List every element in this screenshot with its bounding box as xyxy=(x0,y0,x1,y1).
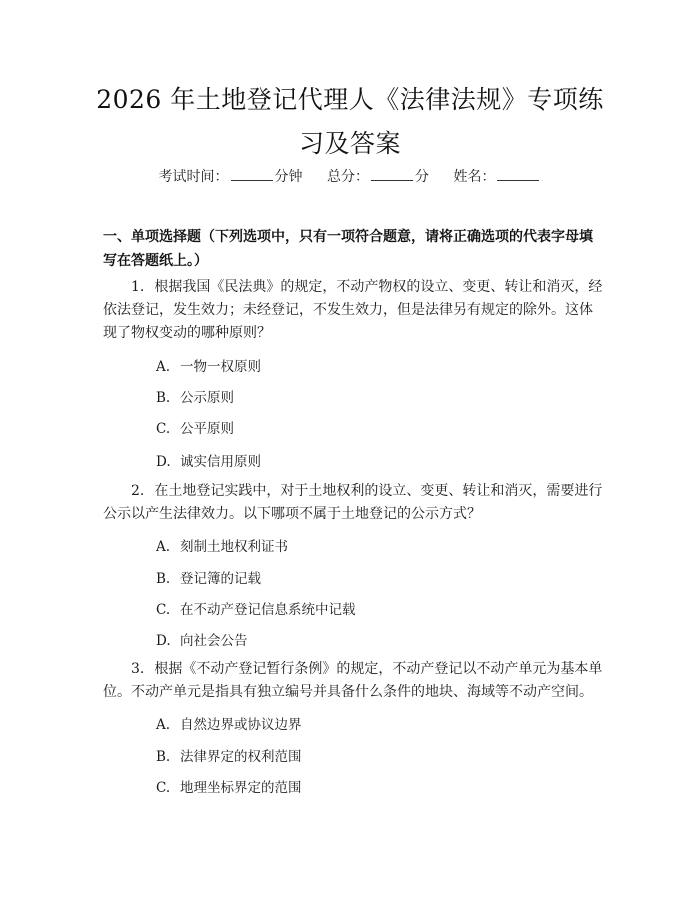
question-2 xyxy=(103,480,603,526)
option-letter: B. xyxy=(156,571,171,587)
option-text: 法律界定的权利范围 xyxy=(180,749,302,765)
option-item xyxy=(156,386,234,406)
option-text: 公示原则 xyxy=(180,390,234,406)
option-item xyxy=(156,629,248,649)
option-item xyxy=(156,355,261,375)
score-label: 总分： xyxy=(327,169,369,185)
score-unit: 分 xyxy=(415,169,429,185)
question-text: 根据《不动产登记暂行条例》的规定，不动产登记以不动产单元为基本单位。不动产单元是指具有独立编号并具备什么条件的地块、海域等不动产空间。 xyxy=(103,661,603,700)
time-unit: 分钟 xyxy=(274,169,303,185)
option-letter: A. xyxy=(156,539,171,555)
option-item xyxy=(156,567,261,587)
option-letter: A. xyxy=(156,359,171,375)
option-letter: B. xyxy=(156,749,171,765)
section-heading: 一、单项选择题（下列选项中，只有一项符合题意，请将正确选项的代表字母填写在答题纸上。） xyxy=(103,229,593,269)
name-label: 姓名： xyxy=(453,169,496,185)
exam-meta-line xyxy=(0,166,700,186)
option-letter: C. xyxy=(156,780,171,796)
document-title xyxy=(90,78,610,166)
name-blank xyxy=(497,168,539,181)
option-letter: C. xyxy=(156,602,171,618)
option-text: 刻制土地权利证书 xyxy=(180,539,288,555)
option-letter: C. xyxy=(156,421,171,437)
exam-name xyxy=(453,166,541,186)
option-item xyxy=(156,713,302,733)
title-line-2: 习及答案 xyxy=(298,129,401,158)
title-line-1: 2026 年土地登记代理人《法律法规》专项练 xyxy=(96,85,604,114)
question-number: 2. xyxy=(131,483,145,499)
option-text: 向社会公告 xyxy=(180,633,248,649)
option-letter: B. xyxy=(156,390,171,406)
option-letter: D. xyxy=(156,633,171,649)
option-item xyxy=(156,535,288,555)
option-text: 一物一权原则 xyxy=(180,359,261,375)
option-text: 地理坐标界定的范围 xyxy=(180,780,302,796)
exam-time xyxy=(159,166,303,186)
question-3 xyxy=(103,658,603,704)
question-text: 根据我国《民法典》的规定，不动产物权的设立、变更、转让和消灭，经依法登记，发生效力；未经登记，不发生效力，但是法律另有规定的除外。这体现了物权变动的哪种原则？ xyxy=(103,279,603,341)
time-blank xyxy=(231,168,273,181)
option-text: 登记簿的记载 xyxy=(180,571,261,587)
option-text: 诚实信用原则 xyxy=(180,454,261,470)
option-letter: D. xyxy=(156,454,171,470)
option-text: 在不动产登记信息系统中记载 xyxy=(180,602,356,618)
option-item xyxy=(156,776,302,796)
option-item xyxy=(156,450,261,470)
time-label: 考试时间： xyxy=(158,169,229,185)
score-blank xyxy=(371,168,413,181)
question-text: 在土地登记实践中，对于土地权利的设立、变更、转让和消灭，需要进行公示以产生法律效力。以下哪项不属于土地登记的公示方式？ xyxy=(103,483,603,522)
option-item xyxy=(156,417,234,437)
option-text: 公平原则 xyxy=(180,421,234,437)
question-1 xyxy=(103,276,603,345)
question-number: 1. xyxy=(131,279,145,295)
option-item xyxy=(156,745,302,765)
option-item xyxy=(156,598,356,618)
exam-score xyxy=(327,166,429,186)
option-letter: A. xyxy=(156,717,171,733)
option-text: 自然边界或协议边界 xyxy=(180,717,302,733)
question-number: 3. xyxy=(131,661,145,677)
